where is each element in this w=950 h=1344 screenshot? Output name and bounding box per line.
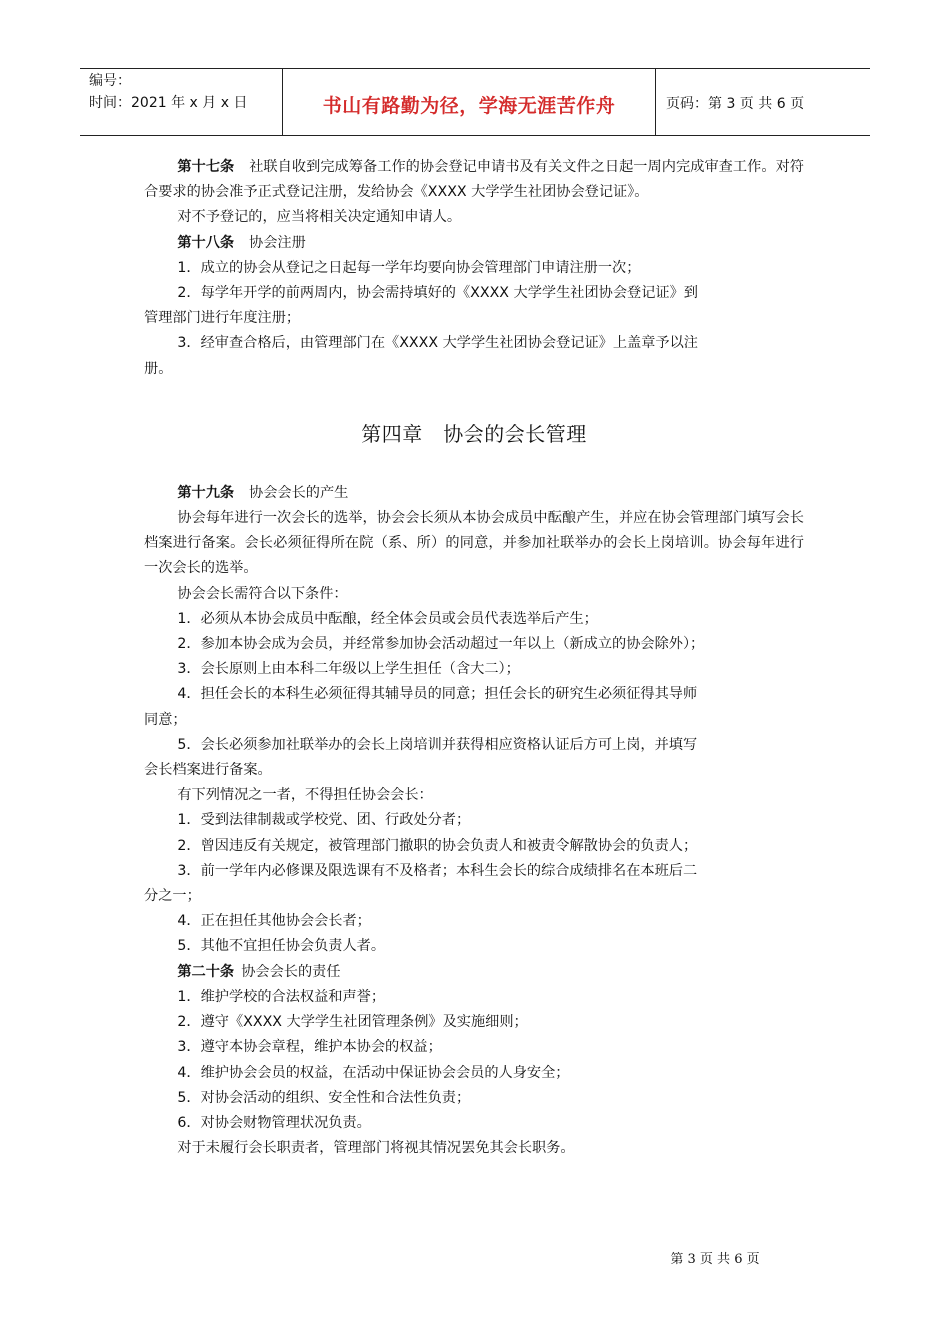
document-header: [80, 68, 870, 136]
list-item: 1．成立的协会从登记之日起每一学年均要向协会管理部门申请注册一次；: [177, 259, 641, 276]
header-motto: 书山有路勤为径，学海无涯苦作舟: [322, 94, 616, 117]
list-item: 3．前一学年内必修课及限选课有不及格者；本科生会长的综合成绩排名在本班后二: [177, 862, 698, 879]
exclusions-intro: 有下列情况之一者，不得担任协会会长：: [177, 787, 433, 804]
article-18-heading: [144, 231, 804, 256]
number-label: 编号：: [89, 73, 131, 89]
list-item: 2．每学年开学的前两周内，协会需持填好的《XXXX 大学学生社团协会登记证》到: [177, 285, 698, 302]
article-18-heading-text: 协会注册: [249, 234, 306, 251]
article-17-title: 第十七条: [177, 159, 235, 175]
list-item: 4．维护协会会员的权益，在活动中保证协会会员的人身安全；: [177, 1064, 570, 1081]
list-item-continuation: 同意；: [144, 711, 187, 728]
list-item: 4．正在担任其他协会会长者；: [177, 913, 371, 930]
list-item: 1．维护学校的合法权益和声誉；: [177, 988, 386, 1005]
list-item: 2．参加本协会成为会员，并经常参加协会活动超过一年以上（新成立的协会除外）；: [177, 636, 705, 653]
list-item: 5．其他不宜担任协会负责人者。: [177, 938, 386, 955]
article-17-text: 社联自收到完成筹备工作的协会登记申请书及有关文件之日起一周内完成审查工作。对符合要求的协会准予正式登记注册，发给协会《XXXX 大学学生社团协会登记证》。: [144, 159, 804, 201]
list-item: 1．受到法律制裁或学校党、团、行政处分者；: [177, 812, 471, 829]
list-item: 2．遵守《XXXX 大学学生社团管理条例》及实施细则；: [177, 1014, 528, 1031]
article-17-paragraph-2: 对不予登记的，应当将相关决定通知申请人。: [177, 209, 462, 226]
article-19-intro: 协会每年进行一次会长的选举，协会会长须从本协会成员中酝酿产生，并应在协会管理部门填写会长档案进行备案。会长必须征得所在院（系、所）的同意，并参加社联举办的会长上岗培训。协会每年进行一次会长的选举。: [144, 510, 804, 577]
list-item: 4．担任会长的本科生必须征得其辅导员的同意；担任会长的研究生必须征得其导师: [177, 686, 698, 703]
list-item: 6．对协会财物管理状况负责。: [177, 1114, 371, 1131]
article-18-title: 第十八条: [177, 234, 235, 251]
date-line: 时间：2021 年 x 月 x 日: [89, 95, 248, 111]
article-19-heading: [144, 481, 804, 506]
list-item: 3．会长原则上由本科二年级以上学生担任（含大二）；: [177, 661, 520, 678]
article-20-title: 第二十条: [177, 963, 235, 980]
list-item: 3．经审查合格后，由管理部门在《XXXX 大学学生社团协会登记证》上盖章予以注: [177, 335, 698, 352]
header-meta: [80, 69, 283, 135]
conditions-intro: 协会会长需符合以下条件：: [177, 585, 348, 602]
article-19-heading-text: 协会会长的产生: [249, 484, 349, 501]
article-20-heading: [144, 960, 804, 985]
article-17-paragraph: [144, 155, 804, 205]
article-20-closing: 对于未履行会长职责者，管理部门将视其情况罢免其会长职务。: [177, 1140, 575, 1157]
page-footer: [0, 1248, 950, 1267]
document-body: [144, 155, 804, 1161]
list-item-continuation: 会长档案进行备案。: [144, 762, 272, 779]
article-19-title: 第十九条: [177, 484, 235, 501]
article-20-heading-text: 协会会长的责任: [241, 963, 341, 980]
list-item-continuation: 分之一；: [144, 888, 201, 905]
list-item: 3．遵守本协会章程，维护本协会的权益；: [177, 1039, 442, 1056]
list-item-continuation: 册。: [144, 360, 173, 377]
list-item: 5．会长必须参加社联举办的会长上岗培训并获得相应资格认证后方可上岗，并填写: [177, 736, 698, 753]
list-item: 2．曾因违反有关规定，被管理部门撤职的协会负责人和被责令解散协会的负责人；: [177, 837, 698, 854]
list-item: 1．必须从本协会成员中酝酿，经全体会员或会员代表选举后产生；: [177, 610, 598, 627]
chapter-heading: 第四章 协会的会长管理: [361, 421, 587, 446]
list-item: 5．对协会活动的组织、安全性和合法性负责；: [177, 1089, 471, 1106]
footer-page-number: 第 3 页 共 6 页: [670, 1252, 760, 1267]
list-item-continuation: 管理部门进行年度注册；: [144, 310, 301, 327]
header-motto-cell: [283, 69, 656, 135]
header-page-info: 页码：第 3 页 共 6 页: [666, 96, 805, 112]
